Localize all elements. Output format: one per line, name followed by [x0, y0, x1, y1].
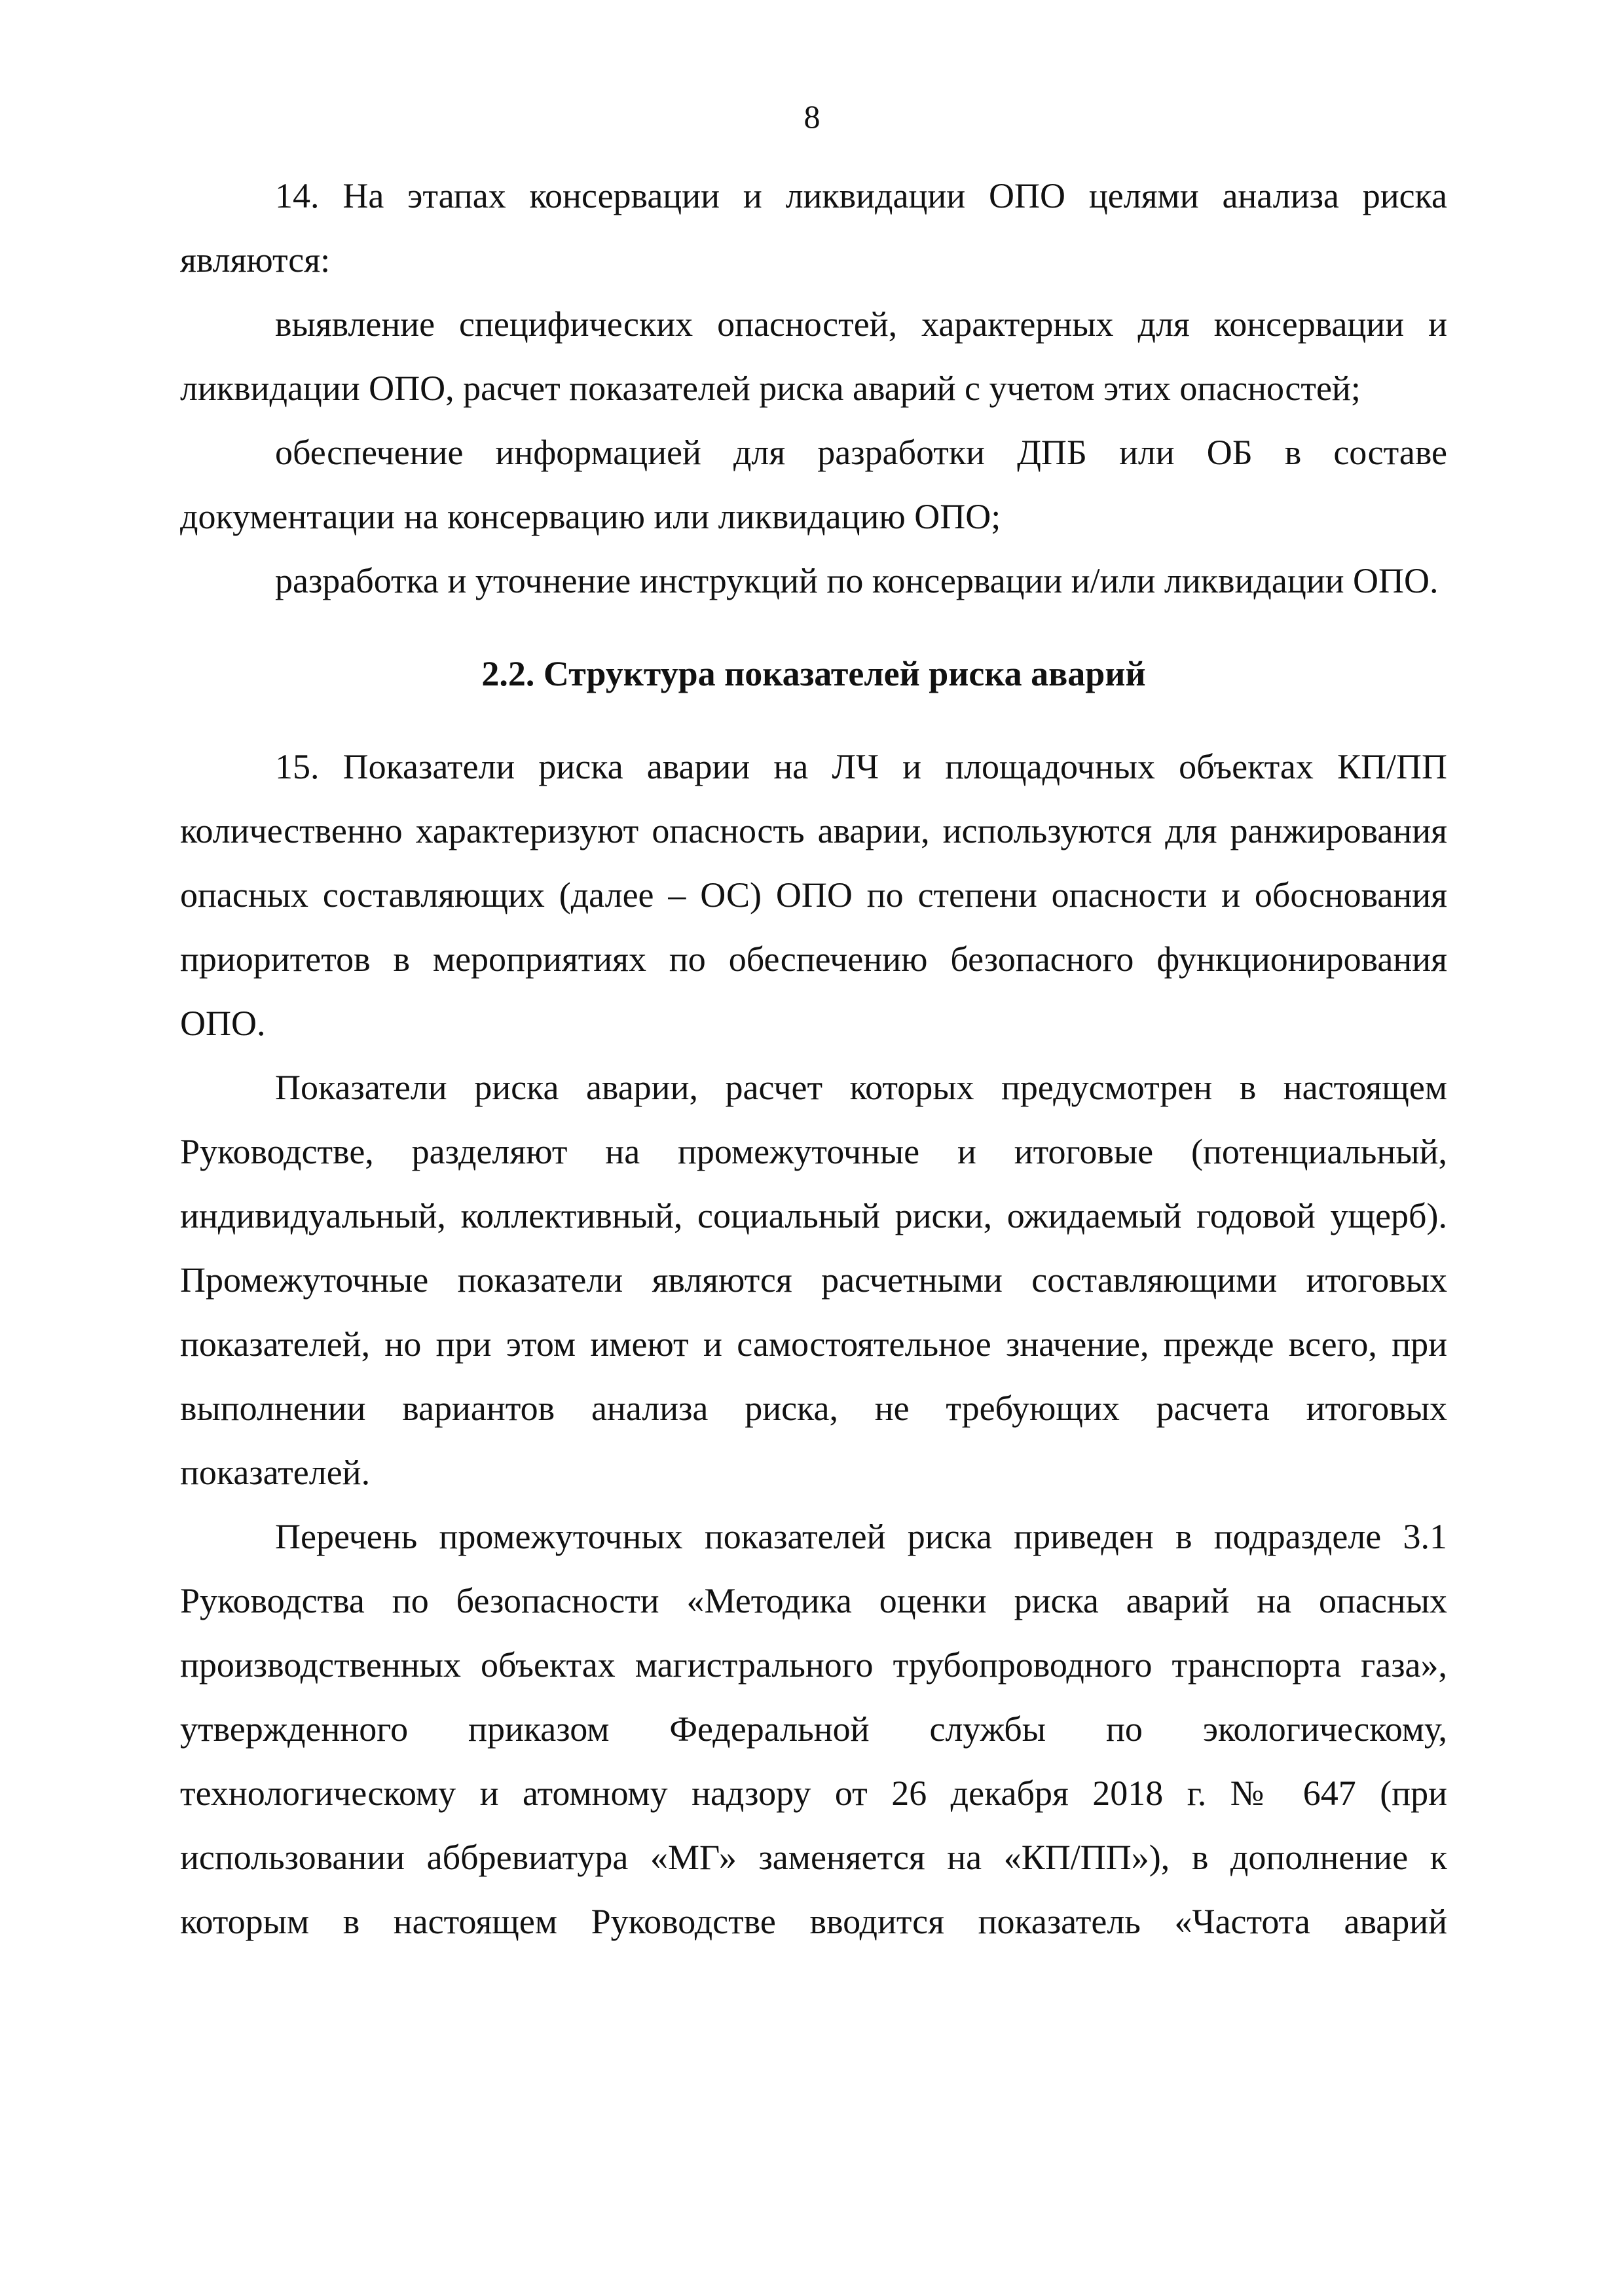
section-heading: 2.2. Структура показателей риска аварий	[481, 654, 1146, 693]
paragraph-intermediate-list: Перечень промежуточных показателей риска приведен в подразделе 3.1 Руководства по безопасности «Методика оценки риска аварий на опасных производственных объектах магистрального трубопроводного транспорта газа», утвержденного приказом Федеральной службы по экологическому, технологическому и атомному надзору от 26 декабря 2018 г. № 647 (при использовании аббревиатура «МГ» заменяется на «КП/ПП»), в дополнение к которым в настоящем Руководстве вводится показатель «Частота аварий	[180, 1517, 1447, 1941]
document-body	[180, 164, 1447, 1954]
paragraph-goal-hazards: выявление специфических опасностей, характерных для консервации и ликвидации ОПО, расчет показателей риска аварий с учетом этих опасностей;	[180, 304, 1447, 408]
page-number: 8	[803, 98, 821, 135]
paragraph-goal-instructions: разработка и уточнение инструкций по консервации и/или ликвидации ОПО.	[275, 561, 1439, 600]
paragraph-15: 15. Показатели риска аварии на ЛЧ и площадочных объектах КП/ПП количественно характеризуют опасность аварии, используются для ранжирования опасных составляющих (далее – ОС) ОПО по степени опасности и обоснования приоритетов в мероприятиях по обеспечению безопасного функционирования ОПО.	[180, 747, 1447, 1043]
paragraph-goal-information: обеспечение информацией для разработки ДПБ или ОБ в составе документации на консервацию или ликвидацию ОПО;	[180, 433, 1447, 536]
paragraph-14: 14. На этапах консервации и ликвидации ОПО целями анализа риска являются:	[180, 176, 1447, 280]
paragraph-risk-indicators: Показатели риска аварии, расчет которых предусмотрен в настоящем Руководстве, разделяют на промежуточные и итоговые (потенциальный, индивидуальный, коллективный, социальный риски, ожидаемый годовой ущерб). Промежуточные показатели являются расчетными составляющими итоговых показателей, но при этом имеют и самостоятельное значение, прежде всего, при выполнении вариантов анализа риска, не требующих расчета итоговых показателей.	[180, 1068, 1447, 1492]
